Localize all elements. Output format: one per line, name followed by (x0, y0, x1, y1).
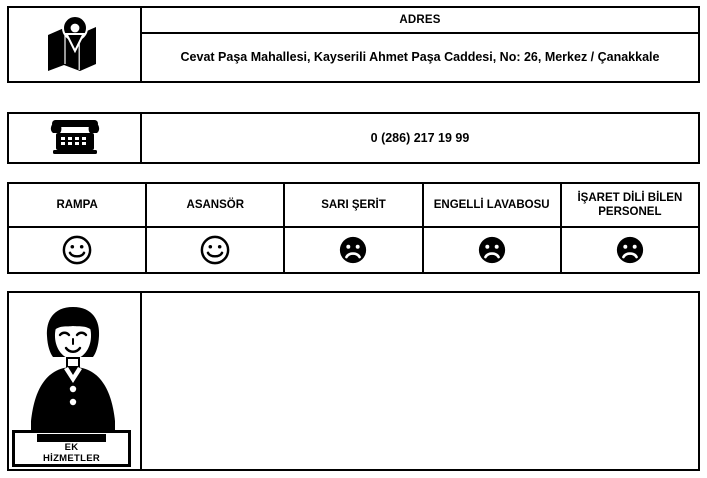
feature-status-rampa (8, 227, 146, 273)
feature-label-sari-serit: SARI ŞERİT (284, 183, 422, 227)
map-pin-icon-cell (8, 7, 141, 82)
phone-number: 0 (286) 217 19 99 (141, 113, 699, 163)
features-table (7, 182, 700, 274)
feature-label-rampa: RAMPA (8, 183, 146, 227)
address-header: ADRES (141, 7, 699, 33)
address-value: Cevat Paşa Mahallesi, Kayserili Ahmet Paşa Caddesi, No: 26, Merkez / Çanakkale (141, 33, 699, 82)
frowny-face-icon (615, 235, 645, 265)
phone-table (7, 112, 700, 164)
table-row-faces (8, 227, 699, 273)
table-row (8, 292, 699, 470)
smiley-face-icon (200, 235, 230, 265)
table-row (8, 113, 699, 163)
feature-label-engelli-lavabosu: ENGELLİ LAVABOSU (423, 183, 561, 227)
person-with-sign-icon-cell (8, 292, 141, 470)
feature-status-asansor (146, 227, 284, 273)
extra-services-notes (141, 292, 699, 470)
table-row (8, 7, 699, 33)
smiley-face-icon (62, 235, 92, 265)
frowny-face-icon (477, 235, 507, 265)
feature-label-isaret-dili-bilen-personel: İŞARET DİLİ BİLEN PERSONEL (561, 183, 699, 227)
feature-status-sari-serit (284, 227, 422, 273)
feature-label-asansor: ASANSÖR (146, 183, 284, 227)
feature-status-engelli-lavabosu (423, 227, 561, 273)
feature-status-isaret-dili-bilen-personel (561, 227, 699, 273)
frowny-face-icon (338, 235, 368, 265)
table-row-labels (8, 183, 699, 227)
extra-services-table (7, 291, 700, 471)
telephone-icon-cell (8, 113, 141, 163)
ek-hizmetler-sign (12, 430, 131, 467)
telephone-icon (9, 118, 140, 159)
person-with-sign-icon (9, 295, 136, 469)
address-table (7, 6, 700, 83)
map-pin-icon (9, 15, 140, 74)
sign-line-1: EK (64, 442, 79, 453)
sign-bar (37, 434, 106, 442)
sign-line-2: HİZMETLER (42, 453, 101, 464)
